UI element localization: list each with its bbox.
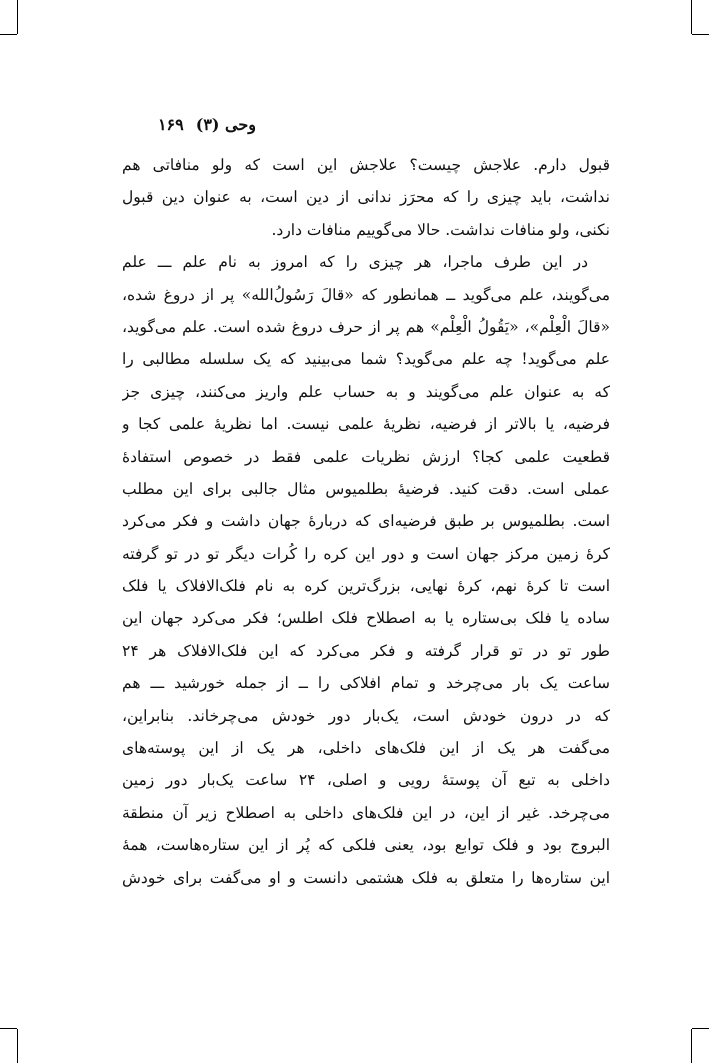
crop-mark-bottom-right-vertical	[691, 1029, 692, 1063]
text-line: قبول دارم. علاجش چیست؟ علاجش این است که ولو منافاتی هم	[122, 156, 610, 174]
crop-mark-top-left-vertical	[17, 0, 18, 34]
page-number: ۱۶۹	[157, 114, 184, 134]
text-line: در این طرف ماجرا، هر چیزی را که امروز به نام علم ـــ علم	[122, 253, 588, 272]
text-line: فرضیه، یا بالاتر از فرضیه، نظریهٔ علمی نیست. اما نظریهٔ علمی کجا و	[122, 415, 610, 434]
text-line: است. بطلمیوس بر طبق فرضیه‌ای که دربارهٔ جهان داشت و فکر می‌کرد	[122, 512, 610, 531]
chapter-title: وحی (۳)	[195, 114, 256, 134]
text-line: می‌گفت هر یک از این فلک‌های داخلی، هر یک از این پوسته‌های	[122, 739, 610, 758]
text-line: می‌چرخد. غیر از این، در این فلک‌های داخلی به اصطلاح زیر آن منطقة	[122, 803, 610, 822]
text-line: البروج بود و فلک توابع بود، یعنی فلکی که پُر از این ستاره‌هاست، همهٔ	[122, 836, 610, 855]
text-line: می‌گویند، علم می‌گوید ــ همانطور که «قالَ رَسُولُ‌الله» پر از دروغ شده،	[122, 285, 610, 304]
text-line: طور تو در تو قرار گرفته و فکر می‌کرد که این فلک‌الافلاک هر ۲۴	[122, 641, 610, 660]
text-line: کرهٔ زمین مرکز جهان است و دور این کره را کُرات دیگر تو در تو گرفته	[122, 544, 610, 563]
crop-mark-top-right-horizontal	[692, 34, 709, 35]
text-line: که در درون خودش است، یک‌بار دور خودش می‌چرخاند. بنابراین،	[122, 706, 610, 725]
text-line: این ستاره‌ها را متعلق به فلک هشتمی دانست و او می‌گفت برای خودش	[122, 868, 610, 887]
body-text	[122, 149, 610, 894]
text-line: ساعت یک بار می‌چرخد و تمام افلاکی را ــ از جمله خورشید ـــ هم	[122, 674, 610, 693]
text-line: «قالَ الْعِلْم»، «یَقُولُ الْعِلْم» هم پر از حرف دروغ شده است. علم می‌گوید،	[122, 317, 610, 336]
text-line: نکنی، ولو منافات نداشت. حالا می‌گوییم منافات دارد.	[271, 220, 610, 239]
running-header	[130, 110, 256, 138]
crop-mark-bottom-right-horizontal	[692, 1028, 709, 1029]
text-line: عملی است. دقت کنید. فرضیهٔ بطلمیوس مثال جالبی برای این مطلب	[122, 479, 610, 498]
text-line: قطعیت علمی کجا؟ ارزش نظریات علمی فقط در خصوص استفادهٔ	[122, 447, 610, 466]
crop-mark-top-left-horizontal	[0, 34, 17, 35]
crop-mark-bottom-left-vertical	[17, 1029, 18, 1063]
text-line: نداشت، باید چیزی را که محرَز ندانی از دین است، به عنوان دین قبول	[122, 188, 610, 207]
crop-mark-top-right-vertical	[691, 0, 692, 34]
text-line: علم می‌گوید! چه علم می‌گوید؟ شما می‌بینید که یک سلسله مطالبی را	[122, 350, 610, 369]
crop-mark-bottom-left-horizontal	[0, 1028, 17, 1029]
text-line: که به عنوان علم می‌گویند و به حساب علم واریز می‌کنند، چیزی جز	[122, 382, 610, 401]
text-line: داخلی به تبع آن پوستهٔ رویی و اصلی، ۲۴ ساعت یک‌بار دور زمین	[122, 771, 610, 790]
text-line: ساده یا فلک بی‌ستاره یا به اصطلاح فلک اطلس؛ فکر می‌کرد جهان این	[122, 609, 610, 628]
text-line: است تا کرهٔ نهم، کرهٔ نهایی، بزرگ‌ترین کره به نام فلک‌الافلاک یا فلک	[122, 577, 610, 596]
